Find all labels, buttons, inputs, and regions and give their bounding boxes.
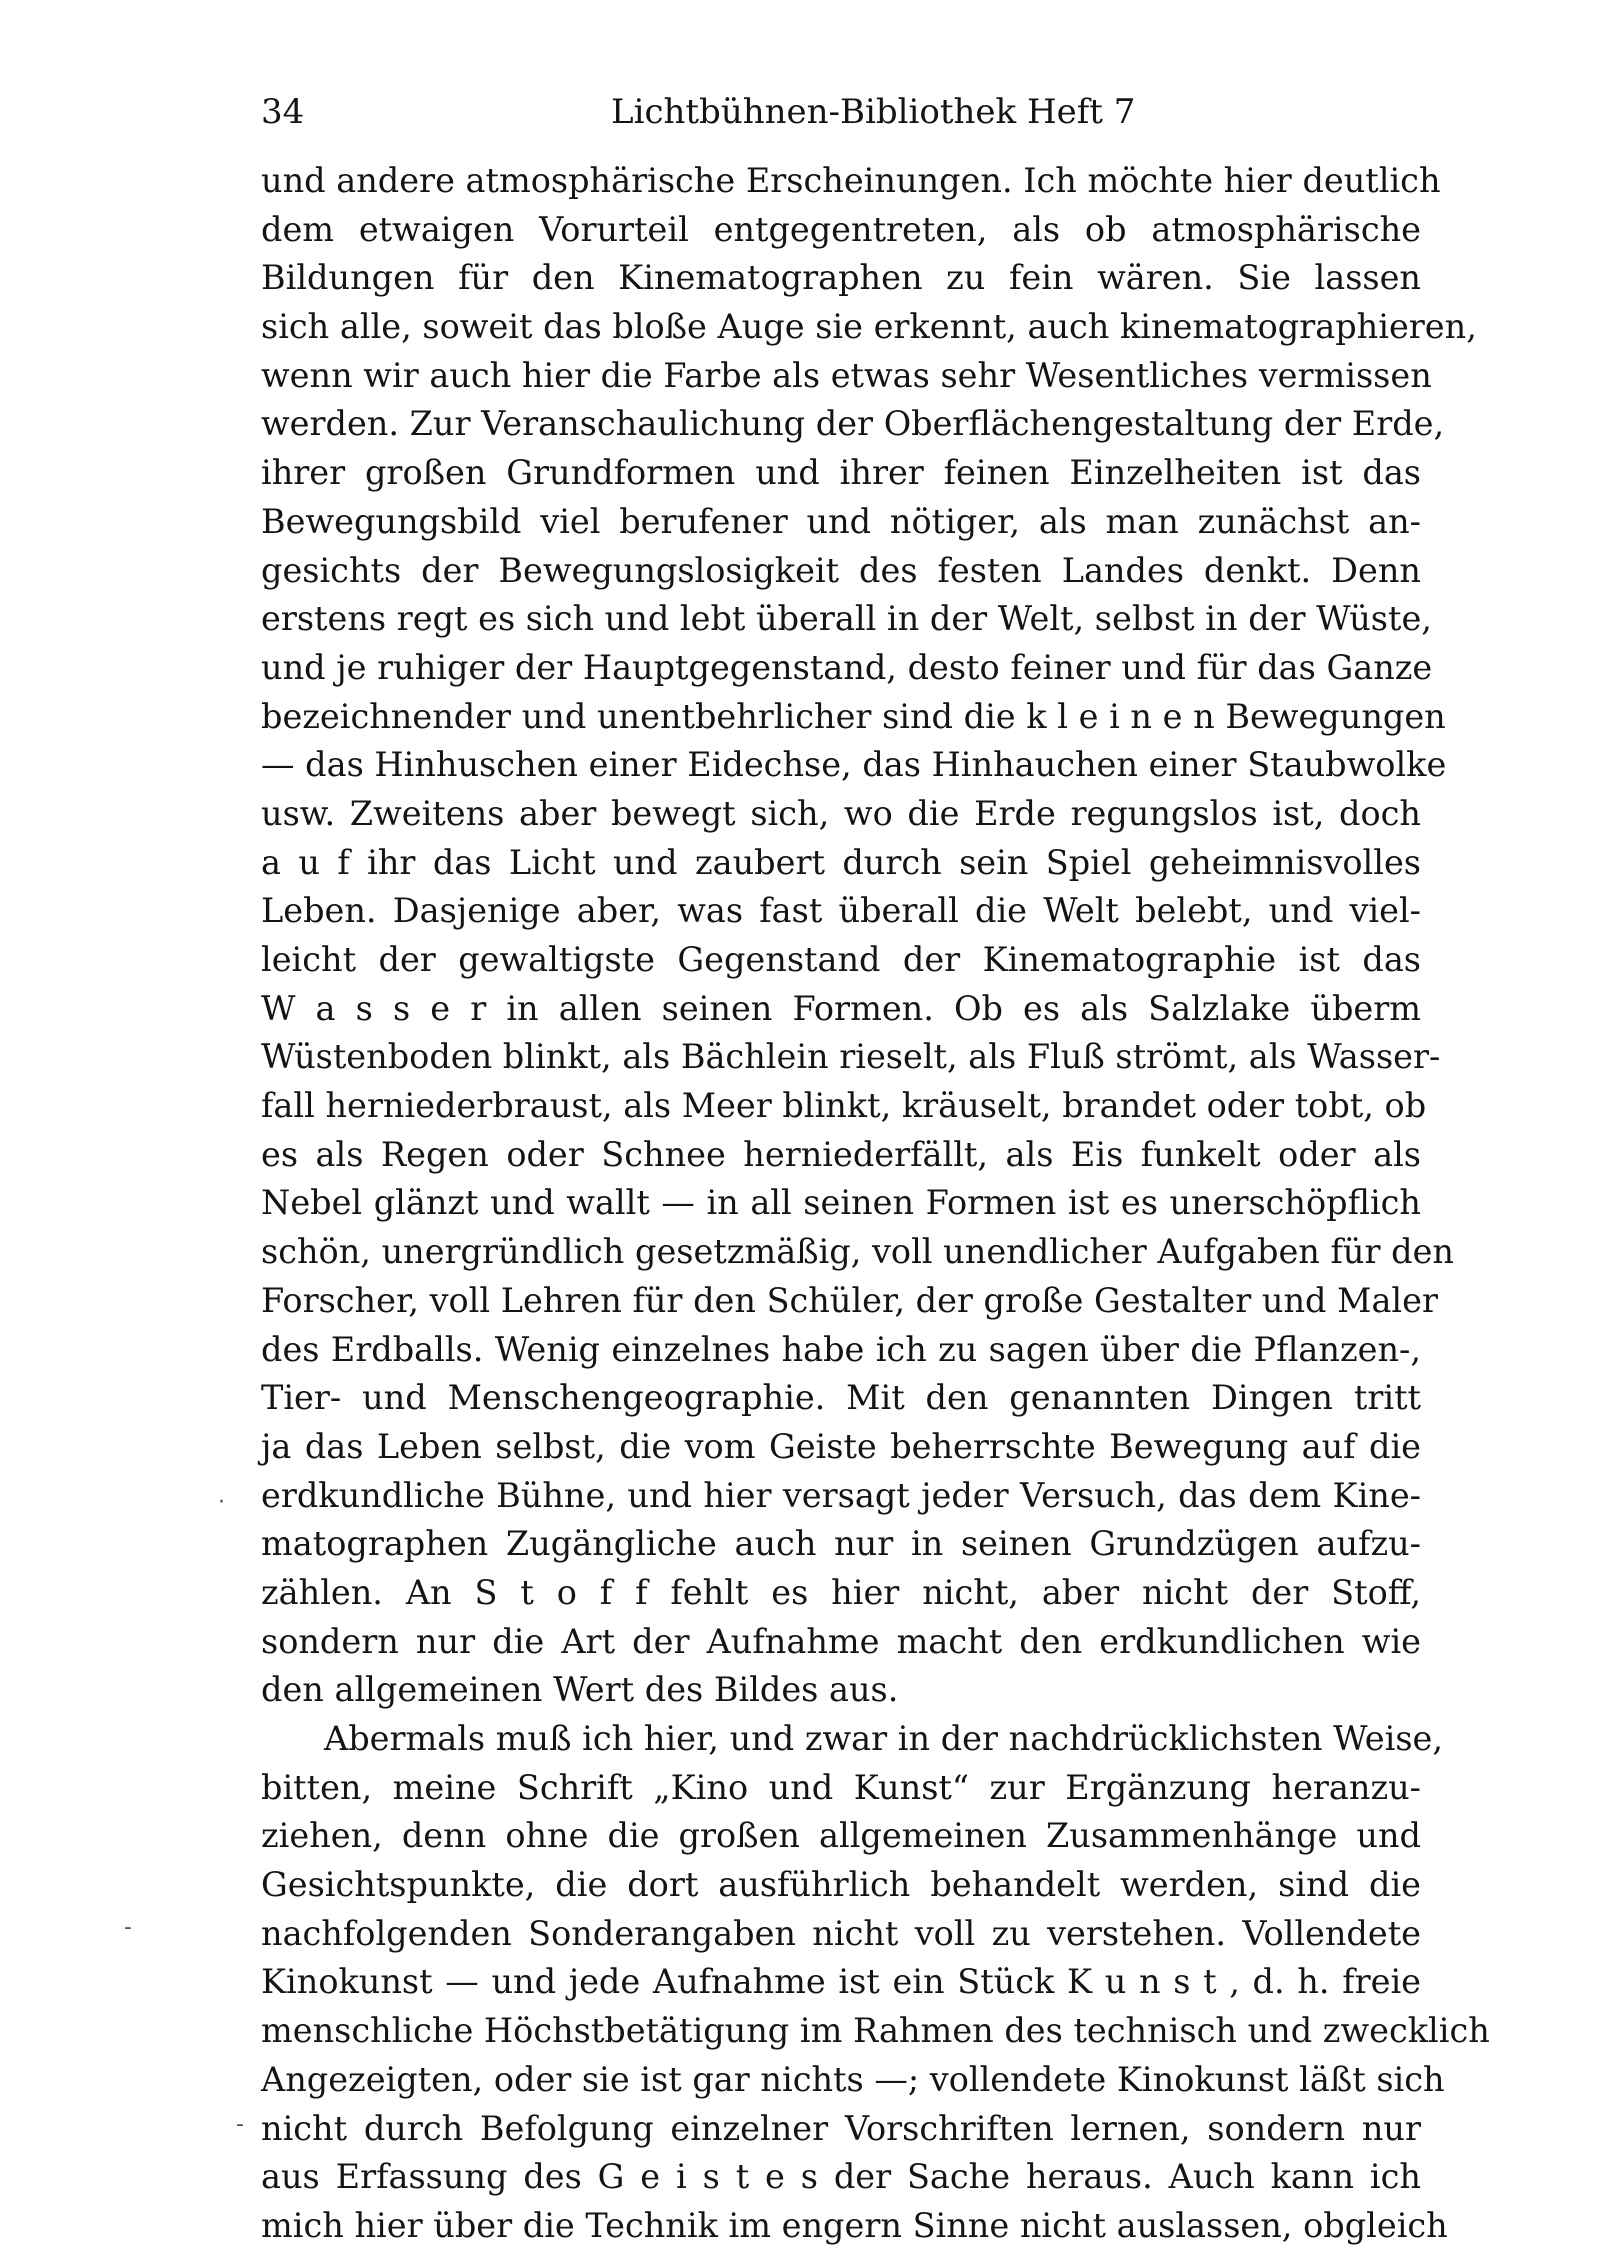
text-line: gesichts der Bewegungslosigkeit des festen Landes denkt. Denn bbox=[261, 550, 1421, 590]
text-line: ihrer großen Grundformen und ihrer feinen Einzelheiten ist das bbox=[261, 453, 1421, 493]
text-line: ziehen, denn ohne die großen allgemeinen Zusammenhänge und bbox=[261, 1816, 1421, 1856]
text-line: des Erdballs. Wenig einzelnes habe ich zu sagen über die Pflanzen-, bbox=[261, 1329, 1421, 1369]
text-line: Leben. Dasjenige aber, was fast überall die Welt belebt, und viel- bbox=[261, 891, 1421, 931]
text-line: Bewegungsbild viel berufener und nötiger, als man zunächst an- bbox=[261, 501, 1421, 541]
text-line: mich hier über die Technik im engern Sinne nicht auslassen, obgleich bbox=[261, 2205, 1448, 2245]
text-line: fall herniederbraust, als Meer blinkt, kräuselt, brandet oder tobt, ob bbox=[261, 1086, 1427, 1126]
margin-speck: - bbox=[124, 1915, 132, 1940]
paragraph bbox=[261, 157, 1477, 1715]
text-line: usw. Zweitens aber bewegt sich, wo die Erde regungslos ist, doch bbox=[261, 793, 1421, 833]
text-line: bezeichnender und unentbehrlicher sind die k l e i n e n Bewegungen bbox=[261, 696, 1446, 736]
text-line: a u f ihr das Licht und zaubert durch sein Spiel geheimnisvolles bbox=[261, 842, 1421, 882]
text-line: Forscher, voll Lehren für den Schüler, der große Gestalter und Maler bbox=[261, 1280, 1438, 1320]
text-line: Wüstenboden blinkt, als Bächlein rieselt, als Fluß strömt, als Wasser- bbox=[261, 1037, 1441, 1077]
text-line: erstens regt es sich und lebt überall in der Welt, selbst in der Wüste, bbox=[261, 599, 1432, 639]
text-line: erdkundliche Bühne, und hier versagt jeder Versuch, das dem Kine- bbox=[261, 1475, 1421, 1515]
margin-speck: · bbox=[218, 1490, 225, 1515]
text-line: bitten, meine Schrift „Kino und Kunst“ zur Ergänzung heranzu- bbox=[261, 1767, 1421, 1807]
text-line: sich alle, soweit das bloße Auge sie erkennt, auch kinematographieren, bbox=[261, 307, 1477, 347]
text-line: menschliche Höchstbetätigung im Rahmen des technisch und zwecklich bbox=[261, 2011, 1490, 2051]
text-line: es als Regen oder Schnee herniederfällt, als Eis funkelt oder als bbox=[261, 1134, 1421, 1174]
text-line: wenn wir auch hier die Farbe als etwas sehr Wesentliches vermissen bbox=[261, 355, 1432, 395]
text-line: nachfolgenden Sonderangaben nicht voll zu verstehen. Vollendete bbox=[261, 1913, 1421, 1953]
text-line: Bildungen für den Kinematographen zu fein wären. Sie lassen bbox=[261, 258, 1421, 298]
text-line: Angezeigten, oder sie ist gar nichts —; vollendete Kinokunst läßt sich bbox=[261, 2059, 1445, 2099]
text-line: Kinokunst — und jede Aufnahme ist ein Stück K u n s t , d. h. freie bbox=[261, 1962, 1421, 2002]
page-header bbox=[261, 92, 1421, 142]
text-line: und je ruhiger der Hauptgegenstand, desto feiner und für das Ganze bbox=[261, 647, 1433, 687]
text-line: Abermals muß ich hier, und zwar in der nachdrücklichsten Weise, bbox=[324, 1719, 1444, 1758]
text-line: Nebel glänzt und wallt — in all seinen Formen ist es unerschöpflich bbox=[261, 1183, 1421, 1223]
text-line: matographen Zugängliche auch nur in seinen Grundzügen aufzu- bbox=[261, 1524, 1421, 1564]
text-line: — das Hinhuschen einer Eidechse, das Hinhauchen einer Staubwolke bbox=[261, 745, 1447, 785]
margin-speck: - bbox=[236, 2112, 244, 2137]
page-number: 34 bbox=[261, 92, 305, 132]
text-line: nicht durch Befolgung einzelner Vorschriften lernen, sondern nur bbox=[261, 2108, 1421, 2148]
text-line: zählen. An S t o f f fehlt es hier nicht, aber nicht der Stoff, bbox=[261, 1572, 1421, 1612]
text-line: Tier- und Menschengeographie. Mit den genannten Dingen tritt bbox=[261, 1378, 1421, 1418]
text-line: den allgemeinen Wert des Bildes aus. bbox=[261, 1670, 899, 1710]
running-title: Lichtbühnen-Bibliothek Heft 7 bbox=[611, 92, 1136, 132]
text-line: dem etwaigen Vorurteil entgegentreten, als ob atmosphärische bbox=[261, 209, 1421, 249]
text-line: aus Erfassung des G e i s t e s der Sache heraus. Auch kann ich bbox=[261, 2157, 1421, 2197]
text-line: sondern nur die Art der Aufnahme macht den erdkundlichen wie bbox=[261, 1621, 1421, 1661]
text-line: ja das Leben selbst, die vom Geiste beherrschte Bewegung auf die bbox=[261, 1426, 1421, 1466]
text-line: leicht der gewaltigste Gegenstand der Kinematographie ist das bbox=[261, 940, 1421, 979]
text-line: Gesichtspunkte, die dort ausführlich behandelt werden, sind die bbox=[261, 1865, 1421, 1905]
body-text bbox=[261, 157, 1490, 2251]
paragraph bbox=[261, 1715, 1490, 2251]
text-line: werden. Zur Veranschaulichung der Oberflächengestaltung der Erde, bbox=[261, 404, 1445, 444]
text-line: W a s s e r in allen seinen Formen. Ob es als Salzlake überm bbox=[261, 988, 1421, 1028]
text-line: schön, unergründlich gesetzmäßig, voll unendlicher Aufgaben für den bbox=[261, 1232, 1454, 1272]
text-line: und andere atmosphärische Erscheinungen. Ich möchte hier deutlich bbox=[261, 161, 1441, 200]
